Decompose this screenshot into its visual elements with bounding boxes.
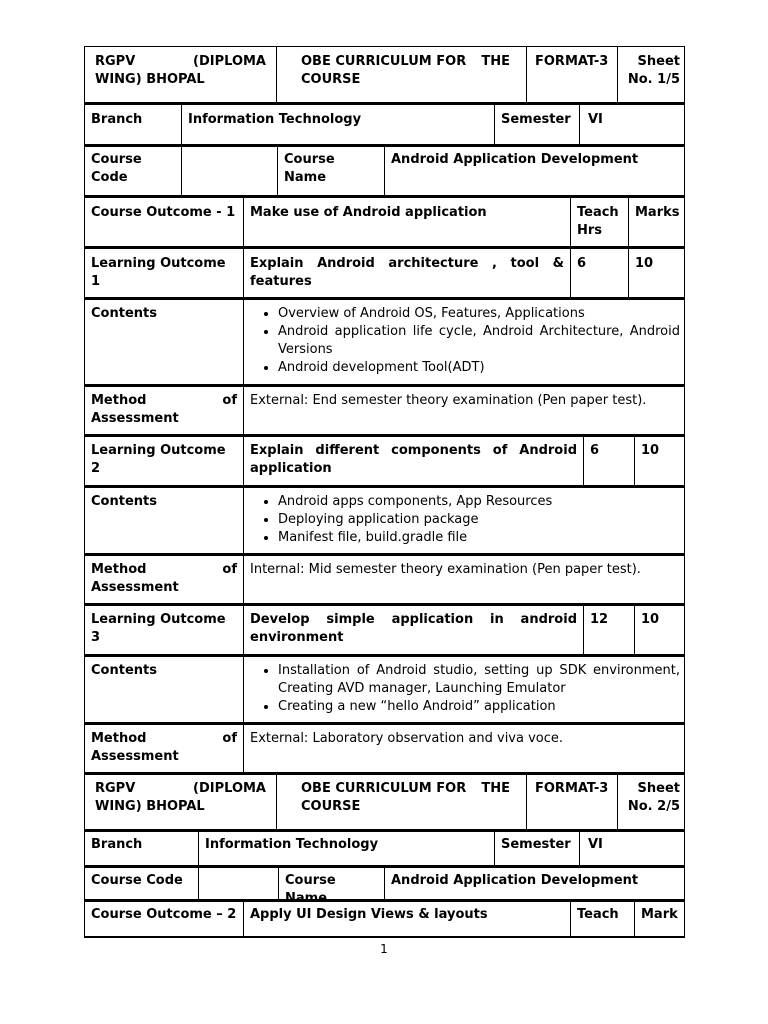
lo3-hrs: 12 — [583, 606, 634, 654]
lo1-marks: 10 — [628, 249, 686, 297]
lo3-text: Develop simple application in android environment — [243, 606, 583, 654]
lo3-contents — [243, 657, 686, 722]
format-label: FORMAT-3 — [526, 47, 617, 102]
branch-value: Information Technology — [198, 832, 494, 865]
lo3-marks: 10 — [634, 606, 686, 654]
lo2-contents-row — [84, 487, 685, 555]
curriculum-title: OBE CURRICULUM FOR THE COURSE — [276, 47, 526, 102]
lo1-contents-row — [84, 299, 685, 386]
list-item: • Android development Tool(ADT) — [278, 359, 680, 377]
lo3-label: Learning Outcome 3 — [91, 612, 226, 645]
semester-value: VI — [579, 832, 686, 865]
course-name-value: Android Application Development — [384, 147, 686, 195]
co1-text: Make use of Android application — [243, 198, 570, 246]
learning-outcome-2 — [84, 436, 685, 487]
course-code-row — [84, 867, 685, 906]
course-code-value — [181, 147, 277, 195]
course-code-label: Course Code — [91, 152, 142, 185]
lo1-method-row — [84, 386, 685, 436]
course-outcome-1 — [84, 197, 685, 248]
page-number: 1 — [380, 942, 388, 956]
branch-value: Information Technology — [181, 105, 494, 144]
list-item: • Android apps components, App Resources — [278, 493, 680, 511]
course-name-label: Course Name — [278, 868, 384, 899]
contents-label: Contents — [91, 663, 157, 678]
teach-label: Teach — [570, 902, 634, 936]
learning-outcome-1 — [84, 248, 685, 299]
lo2-text: Explain different components of Android application — [243, 437, 583, 485]
list-item: • Overview of Android OS, Features, Applications — [278, 305, 680, 323]
semester-label: Semester — [494, 832, 579, 865]
branch-row — [84, 104, 685, 146]
course-code-label: Course Code — [91, 873, 183, 888]
sheet1-header — [84, 46, 685, 104]
branch-label: Branch — [91, 837, 143, 852]
org-name: RGPV (DIPLOMA WING) BHOPAL — [95, 781, 266, 814]
semester-label: Semester — [494, 105, 579, 144]
lo1-method: External: End semester theory examination (Pen paper test). — [243, 387, 686, 434]
learning-outcome-3 — [84, 605, 685, 656]
co2-label: Course Outcome – 2 — [91, 907, 237, 922]
list-item: • Deploying application package — [278, 511, 680, 529]
lo2-label: Learning Outcome 2 — [91, 443, 226, 476]
co2-text: Apply UI Design Views & layouts — [243, 902, 570, 936]
list-item: • Installation of Android studio, setting up SDK environment, Creating AVD manager, Launching Emulator — [278, 662, 680, 698]
sheet-number: Sheet No. 2/5 — [617, 775, 686, 829]
method-label: Method of Assessment — [91, 731, 237, 764]
sheet2-header — [84, 774, 685, 831]
format-label: FORMAT-3 — [526, 775, 617, 829]
method-label: Method of Assessment — [91, 562, 237, 595]
list-item: • Creating a new “hello Android” application — [278, 698, 680, 716]
lo3-method: External: Laboratory observation and viva voce. — [243, 725, 686, 772]
list-item: • Android application life cycle, Android Architecture, Android Versions — [278, 323, 680, 359]
lo1-text: Explain Android architecture , tool & features — [243, 249, 570, 297]
lo2-hrs: 6 — [583, 437, 634, 485]
course-outcome-2 — [84, 901, 685, 938]
contents-label: Contents — [91, 306, 157, 321]
lo2-marks: 10 — [634, 437, 686, 485]
lo1-contents — [243, 300, 686, 384]
marks-label: Mark — [634, 902, 686, 936]
lo3-contents-row — [84, 656, 685, 724]
lo3-method-row — [84, 724, 685, 774]
lo2-method: Internal: Mid semester theory examination (Pen paper test). — [243, 556, 686, 603]
branch-row — [84, 831, 685, 867]
branch-label: Branch — [91, 112, 143, 127]
lo1-label: Learning Outcome 1 — [91, 256, 226, 289]
org-name: RGPV (DIPLOMA WING) BHOPAL — [95, 54, 266, 87]
lo2-contents — [243, 488, 686, 553]
teach-hrs-label: Teach Hrs — [570, 198, 628, 246]
course-name-label: Course Name — [277, 147, 384, 195]
marks-label: Marks — [628, 198, 686, 246]
course-code-value — [198, 868, 278, 899]
sheet-number: Sheet No. 1/5 — [617, 47, 686, 102]
semester-value: VI — [579, 105, 686, 144]
course-code-row — [84, 146, 685, 197]
contents-label: Contents — [91, 494, 157, 509]
course-name-value: Android Application Development — [384, 868, 686, 899]
curriculum-title: OBE CURRICULUM FOR THE COURSE — [276, 775, 526, 829]
co1-label: Course Outcome - 1 — [91, 205, 236, 220]
method-label: Method of Assessment — [91, 393, 237, 426]
lo1-hrs: 6 — [570, 249, 628, 297]
lo2-method-row — [84, 555, 685, 605]
list-item: • Manifest file, build.gradle file — [278, 529, 680, 547]
